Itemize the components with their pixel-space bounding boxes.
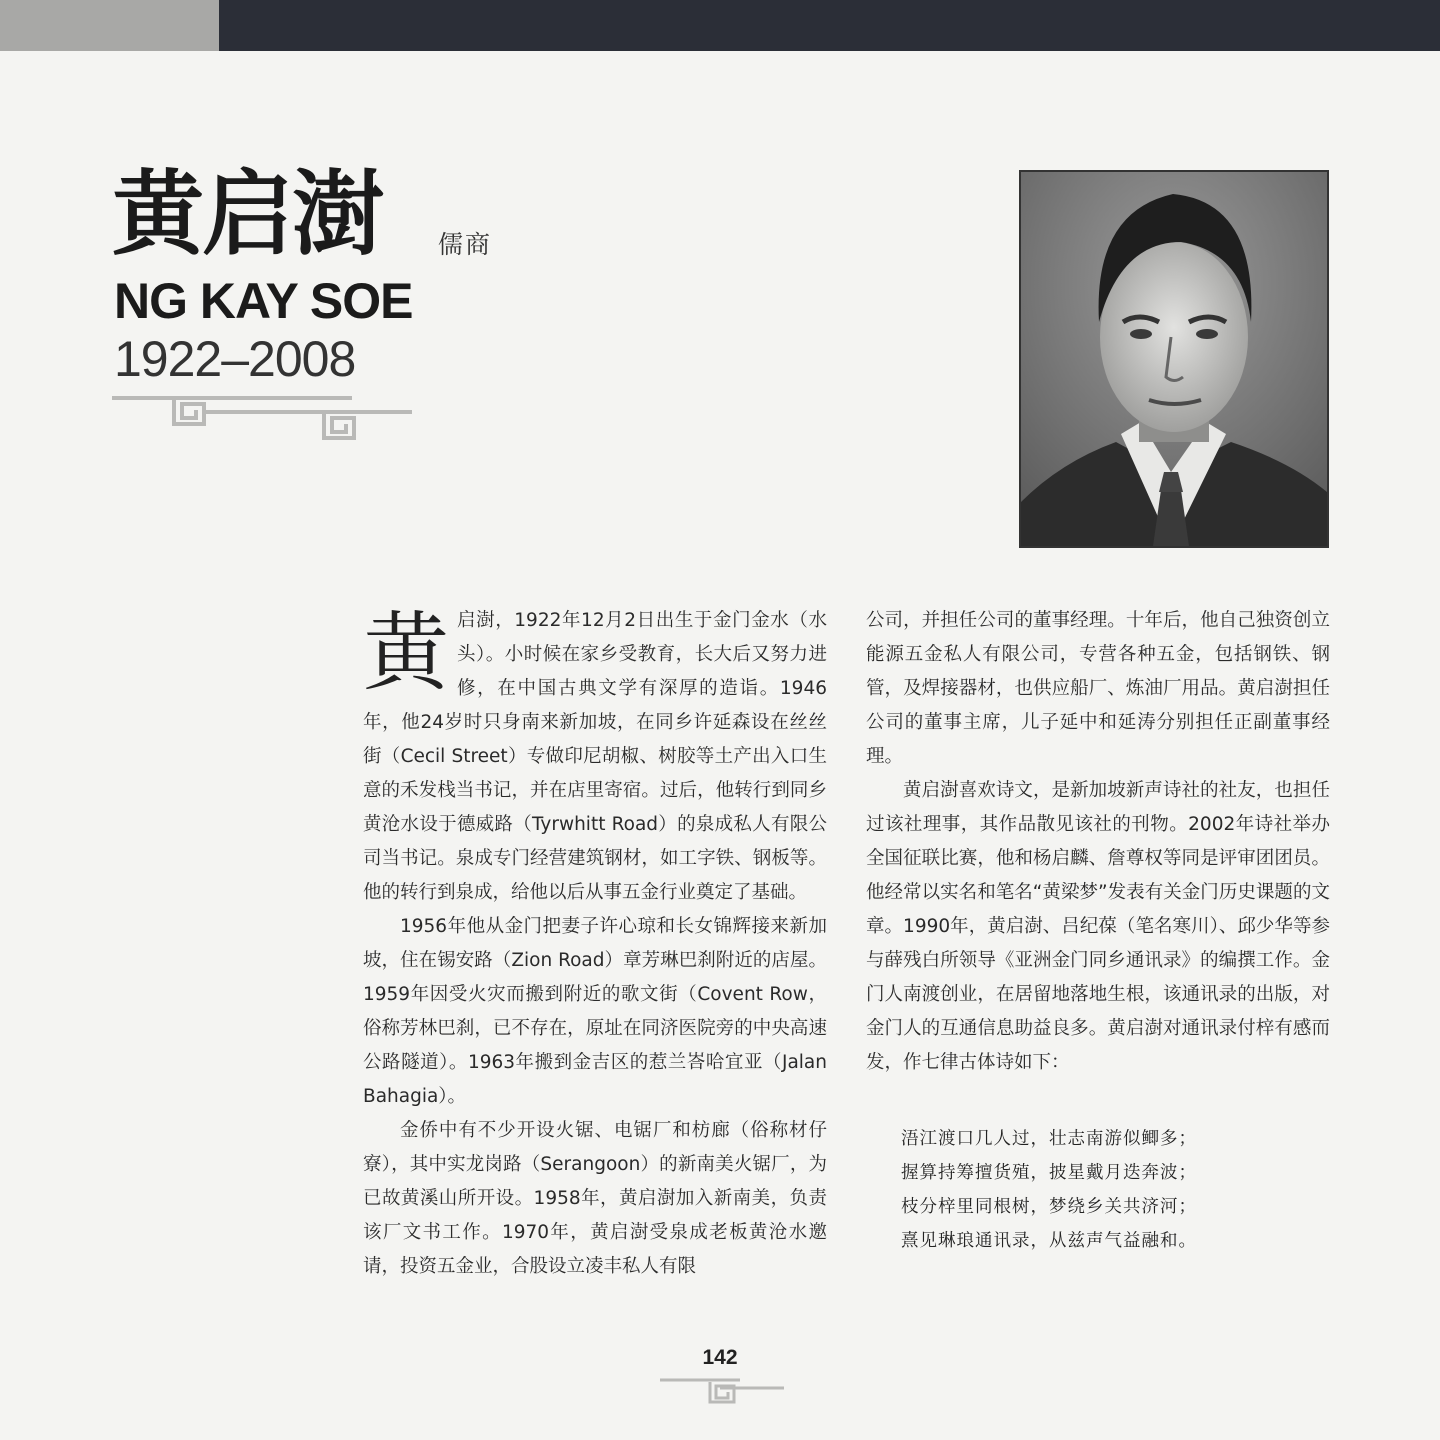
paragraph: 金侨中有不少开设火锯、电锯厂和枋廊（俗称材仔寮），其中实龙岗路（Serangoon）的新南美火锯厂，为已故黄溪山所开设。1958年，黄启澍加入新南美，负责该厂文书工作。1970年，黄启澍受泉成老板黄沧水邀请，投资五金业，合股设立凌丰私人有限 [363, 1120, 827, 1277]
paragraph: 黄启澍喜欢诗文，是新加坡新声诗社的社友，也担任过该社理事，其作品散见该社的刊物。2002年诗社举办全国征联比赛，他和杨启麟、詹尊权等同是评审团团员。他经常以实名和笔名“黄梁梦”发表有关金门历史课题的文章。1990年，黄启澍、吕纪葆（笔名寒川）、邱少华等参与薛残白所领导《亚洲金门同乡通讯录》的编撰工作。金门人南渡创业，在居留地落地生根，该通讯录的出版，对金门人的互通信息助益良多。黄启澍对通讯录付梓有感而发，作七律古体诗如下： [866, 780, 1330, 1073]
top-bar-accent [0, 0, 219, 51]
page-number: 142 [702, 1346, 738, 1369]
paragraph: 1956年他从金门把妻子许心琼和长女锦辉接来新加坡，住在锡安路（Zion Road）章芳琳巴刹附近的店屋。1959年因受火灾而搬到附近的歌文街（Covent Row，俗称芳林巴刹，已不存在，原址在同济医院旁的中央高速公路隧道）。1963年搬到金吉区的惹兰峇哈宜亚（Jalan Bahagia）。 [363, 916, 827, 1107]
name-chinese: 黄启澍 [112, 161, 383, 268]
fret-ornament-icon [112, 392, 414, 442]
top-bar [219, 0, 1440, 51]
life-years: 1922–2008 [114, 331, 356, 387]
text-column-left [363, 604, 827, 1284]
fret-ornament-footer-icon [660, 1376, 786, 1406]
poem-line: 浯江渡口几人过，壮志南游似鲫多； [901, 1129, 1197, 1149]
text-column-right [866, 604, 1330, 1258]
portrait-photo-icon [1021, 172, 1327, 546]
title-chinese: 儒商 [438, 230, 493, 259]
dropcap: 黄 [363, 603, 449, 703]
paragraph-intro [363, 604, 827, 910]
paragraph-text: 启澍，1922年12月2日出生于金门金水（水头）。小时候在家乡受教育，长大后又努力进修，在中国古典文学有深厚的造诣。1946年，他24岁时只身南来新加坡，在同乡许延森设在丝丝街（Cecil Street）专做印尼胡椒、树胶等土产出入口生意的禾发栈当书记，并在店里寄宿。过后，他转行到同乡黄沧水设于德威路（Tyrwhitt Road）的泉成私人有限公司当书记。泉成专门经营建筑钢材，如工字铁、钢板等。他的转行到泉成，给他以后从事五金行业奠定了基础。 [363, 610, 827, 903]
name-english: NG KAY SOE [114, 273, 413, 329]
portrait-photo [1019, 170, 1329, 548]
paragraph: 公司，并担任公司的董事经理。十年后，他自己独资创立能源五金私人有限公司，专营各种五金，包括钢铁、钢管，及焊接器材，也供应船厂、炼油厂用品。黄启澍担任公司的董事主席，儿子延中和延涛分别担任正副董事经理。 [866, 610, 1330, 767]
poem [866, 1122, 1330, 1258]
poem-line: 握算持筹擅货殖，披星戴月迭奔波； [901, 1163, 1197, 1183]
poem-line: 枝分梓里同根树，梦绕乡关共济河； [901, 1197, 1197, 1217]
poem-line: 熹见琳琅通讯录，从兹声气益融和。 [901, 1231, 1197, 1251]
